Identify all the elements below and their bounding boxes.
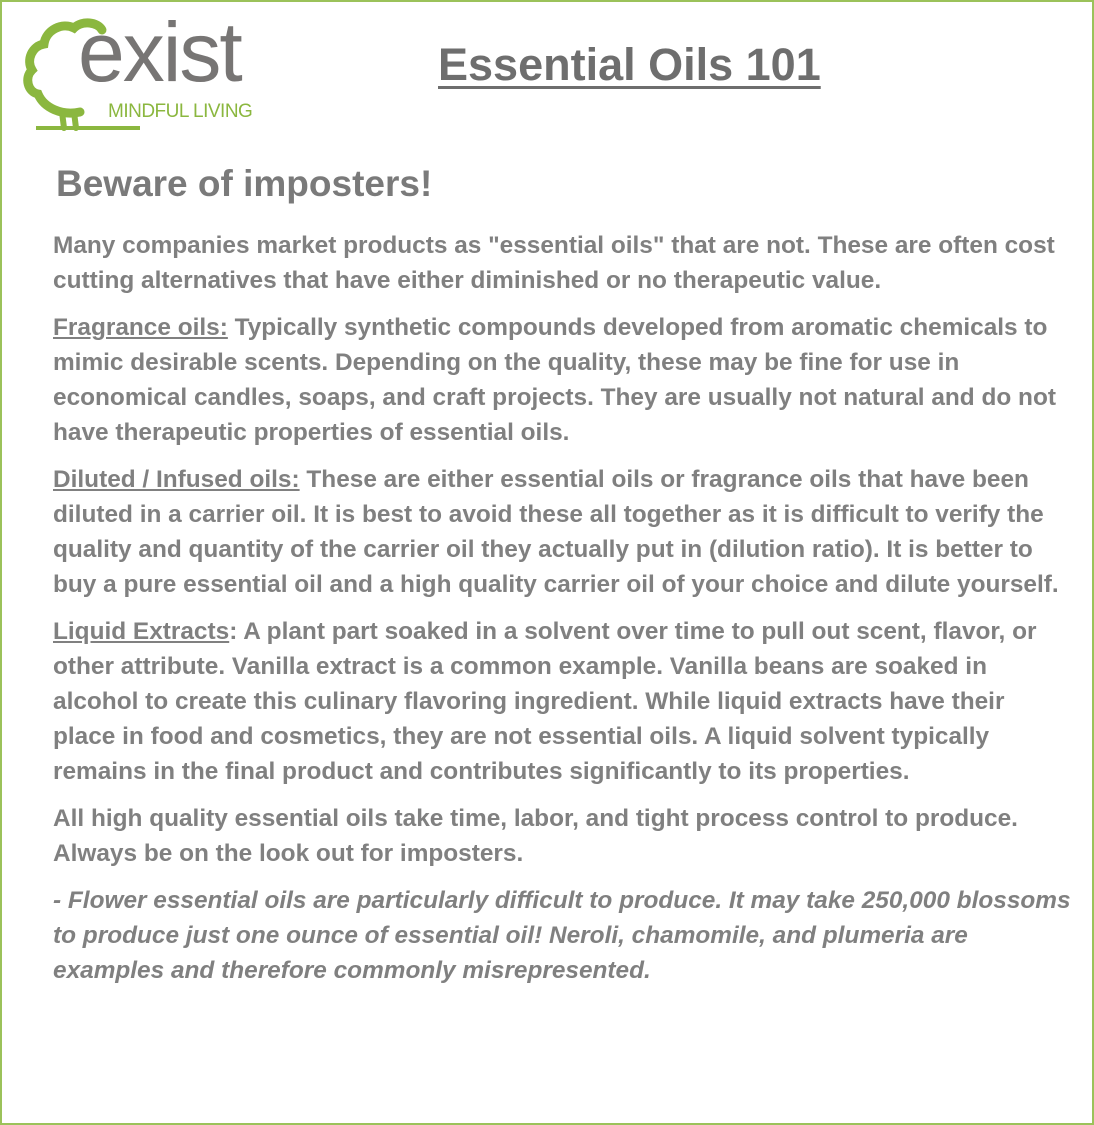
liquid-extracts-text: : A plant part soaked in a solvent over time to pull out scent, flavor, or other attribute. Vanilla extract is a common example. Vanilla beans are soaked in alcohol to create this culinary flavoring ingredient. While liquid extracts have their place in food and cosmetics, they are not essential oils. A liquid solvent typically remains in the final product and contributes significantly to its properties. [53, 618, 1037, 785]
logo-wordmark: exist [78, 5, 241, 99]
intro-paragraph: Many companies market products as "essential oils" that are not. These are often cost cutting alternatives that have either diminished or no therapeutic value. [53, 232, 1055, 294]
diluted-oils-text: These are either essential oils or fragrance oils that have been diluted in a carrier oil. It is best to avoid these all together as it is difficult to verify the quality and quantity of the carrier oil they actually put in (dilution ratio). It is better to buy a pure essential oil and a high quality carrier oil of your choice and dilute yourself. [53, 466, 1059, 598]
closing-paragraph: All high quality essential oils take time, labor, and tight process control to produce. Always be on the look out for imposters. [53, 805, 1018, 867]
page-title: Essential Oils 101 [438, 39, 821, 90]
term-liquid-extracts: Liquid Extracts [53, 618, 230, 645]
article-body [53, 228, 1073, 1000]
term-diluted-oils: Diluted / Infused oils: [53, 466, 300, 493]
fragrance-oils-paragraph [53, 310, 1073, 450]
term-fragrance-oils: Fragrance oils: [53, 314, 228, 341]
section-heading: Beware of imposters! [56, 163, 433, 204]
flower-oils-note: - Flower essential oils are particularly difficult to produce. It may take 250,000 blossoms to produce just one ounce of essential oil! Neroli, chamomile, and plumeria are examples and therefore commonly misrepresented. [53, 887, 1071, 984]
logo-tagline: MINDFUL LIVING [108, 101, 253, 122]
liquid-extracts-paragraph [53, 614, 1073, 789]
diluted-oils-paragraph [53, 462, 1073, 602]
fragrance-oils-text: Typically synthetic compounds developed from aromatic chemicals to mimic desirable scents. Depending on the quality, these may be fine for use in economical candles, soaps, and craft projects. They are usually not natural and do not have therapeutic properties of essential oils. [53, 314, 1056, 446]
exist-logo [22, 5, 282, 132]
